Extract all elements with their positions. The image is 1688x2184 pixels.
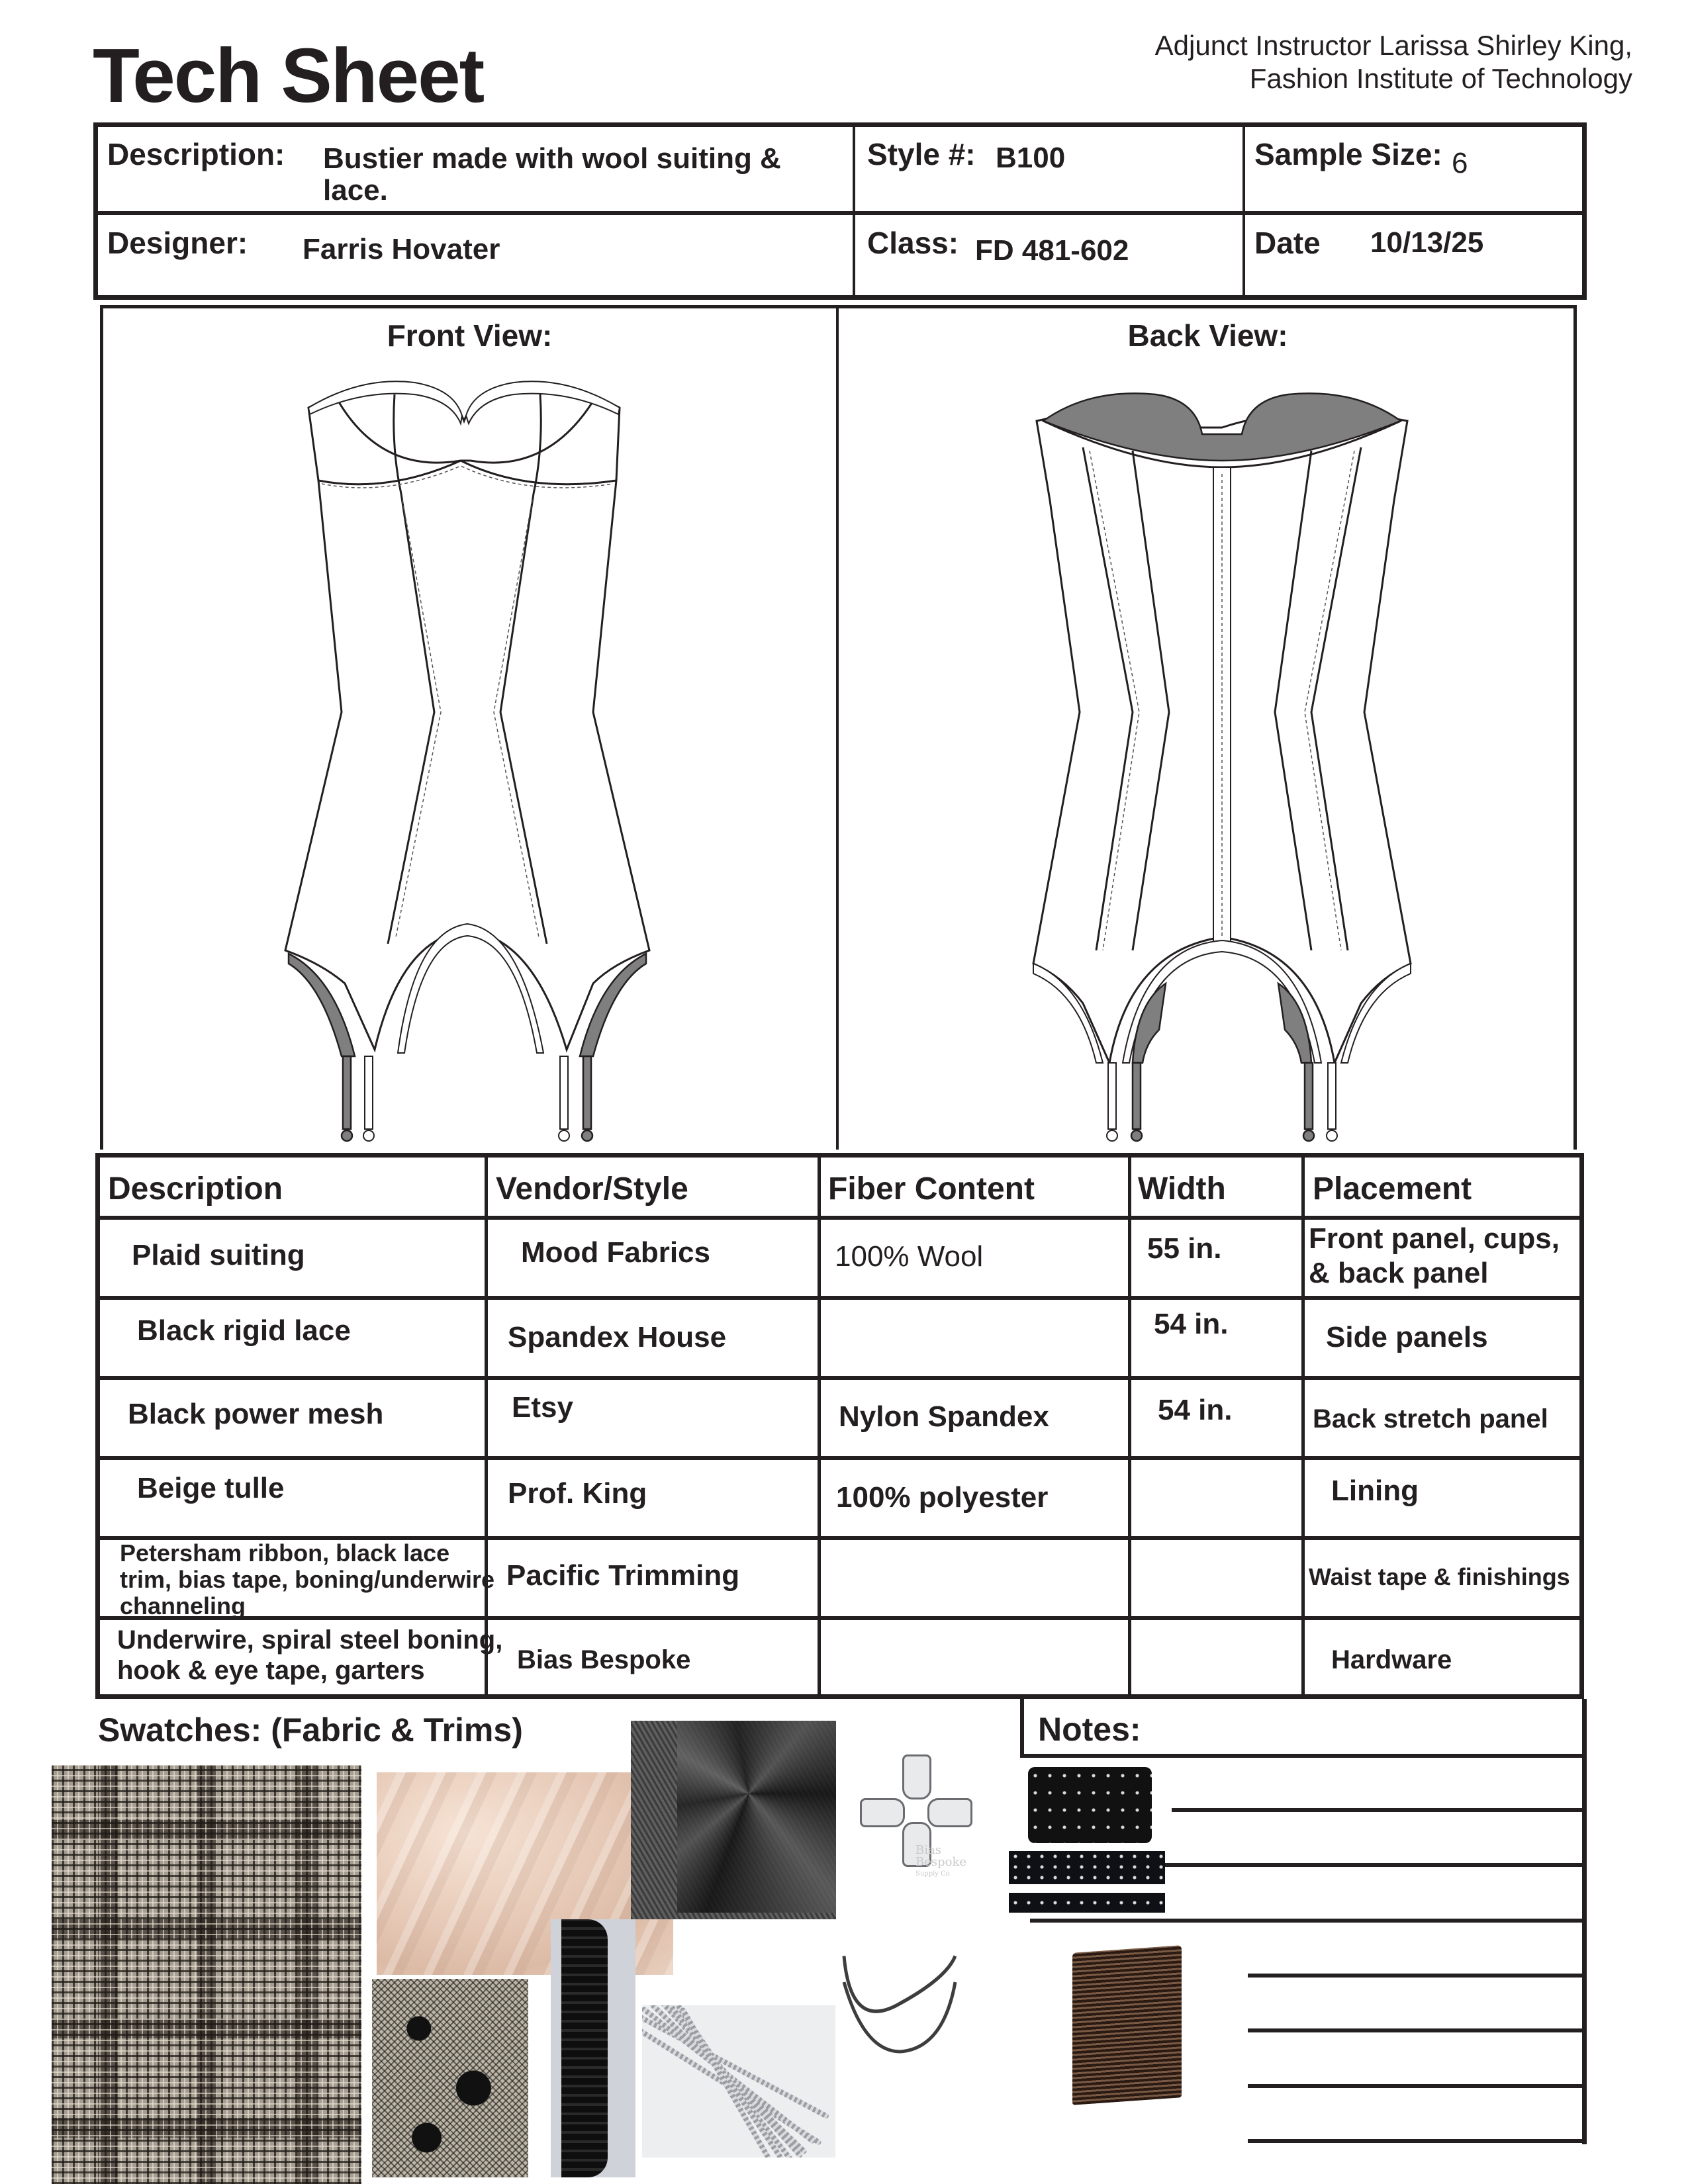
- row2-placement: Side panels: [1326, 1321, 1488, 1353]
- description-label: Description:: [107, 137, 285, 171]
- swatch-plaid-suiting: [52, 1765, 361, 2184]
- back-garter-panels: [1133, 983, 1311, 1063]
- date-value: 10/13/25: [1370, 226, 1484, 259]
- col-divider: [1301, 1158, 1305, 1694]
- front-bodice: [285, 387, 649, 1050]
- row5-placement: Waist tape & finishings: [1309, 1563, 1570, 1590]
- swatch-black-lace-trim: [551, 1919, 635, 2177]
- row2-vendor: Spandex House: [508, 1321, 727, 1353]
- row4-placement: Lining: [1331, 1475, 1419, 1507]
- row1-placement: [1309, 1222, 1560, 1291]
- date-label: Date: [1254, 226, 1321, 260]
- designer-value: Farris Hovater: [303, 233, 500, 265]
- row6-description-line-2: hook & eye tape, garters: [117, 1656, 425, 1685]
- row5-description-line-1: Petersham ribbon, black lace: [120, 1539, 450, 1567]
- row-divider: [100, 1296, 1579, 1300]
- designer-label: Designer:: [107, 226, 248, 260]
- description-value: [323, 142, 781, 208]
- back-garter-straps: [1107, 1063, 1337, 1141]
- row6-placement: Hardware: [1331, 1645, 1452, 1674]
- garter-clip-icon: [927, 1798, 972, 1827]
- row2-description: Black rigid lace: [137, 1314, 351, 1347]
- swatch-hook-eye-tape-strip: [1009, 1851, 1165, 1884]
- notes-line[interactable]: [1248, 2028, 1587, 2032]
- row3-placement: Back stretch panel: [1313, 1404, 1548, 1433]
- class-label: Class:: [867, 226, 959, 260]
- row4-vendor: Prof. King: [508, 1477, 647, 1510]
- col-header-placement: Placement: [1313, 1171, 1472, 1206]
- notes-line[interactable]: [1248, 1974, 1587, 1978]
- notes-line[interactable]: [1248, 2139, 1587, 2143]
- sample-size-label: Sample Size:: [1254, 137, 1442, 171]
- row4-fiber: 100% polyester: [836, 1481, 1049, 1514]
- swatches-title: Swatches: (Fabric & Trims): [98, 1711, 523, 1749]
- style-value: B100: [996, 142, 1066, 174]
- row3-vendor: Etsy: [512, 1391, 573, 1424]
- front-view-label: Front View:: [387, 318, 553, 353]
- row2-width: 54 in.: [1154, 1308, 1229, 1340]
- back-view-sketch: [1023, 368, 1421, 1142]
- row3-width: 54 in.: [1158, 1394, 1233, 1426]
- sample-size-value: 6: [1452, 147, 1468, 179]
- row1-width: 55 in.: [1147, 1232, 1222, 1265]
- col-divider: [818, 1158, 821, 1694]
- front-garter-straps: [342, 1056, 592, 1141]
- credit-line-2: Fashion Institute of Technology: [1249, 63, 1632, 94]
- swatch-black-power-mesh-swirl: [677, 1721, 836, 1913]
- row3-fiber: Nylon Spandex: [839, 1400, 1049, 1433]
- notes-line[interactable]: [1030, 1919, 1587, 1923]
- row3-description: Black power mesh: [128, 1398, 384, 1430]
- materials-table: [95, 1153, 1584, 1699]
- row1-placement-line-2: & back panel: [1309, 1257, 1489, 1289]
- row5-description-line-2: trim, bias tape, boning/underwire: [120, 1566, 495, 1593]
- sketch-panel: [100, 305, 1577, 1150]
- style-label: Style #:: [867, 137, 976, 171]
- swatch-spiral-steel-boning: [642, 2005, 835, 2158]
- info-col-divider: [853, 127, 855, 295]
- description-line-1: Bustier made with wool suiting &: [323, 142, 781, 175]
- watermark-line-1: Bias Bespoke: [915, 1843, 967, 1869]
- row5-description-line-3: channeling: [120, 1592, 246, 1619]
- swatch-hook-eye-tape-strip: [1009, 1893, 1165, 1913]
- row-divider: [100, 1456, 1579, 1460]
- notes-header-line: [1020, 1754, 1587, 1758]
- info-col-divider: [1243, 127, 1245, 295]
- garter-clip-icon: [902, 1754, 931, 1799]
- swatch-black-rigid-lace: [372, 1979, 528, 2177]
- info-table: [93, 122, 1587, 300]
- watermark-line-2: Supply Co: [915, 1870, 950, 1878]
- row1-fiber: 100% Wool: [835, 1240, 984, 1273]
- row5-vendor: Pacific Trimming: [506, 1559, 740, 1592]
- garter-clip-icon: [860, 1798, 905, 1827]
- bias-bespoke-watermark: [915, 1844, 995, 1880]
- row-divider: [100, 1216, 1579, 1220]
- row-divider: [100, 1376, 1579, 1380]
- swatch-garter-clips: [836, 1725, 995, 1884]
- sketch-divider: [836, 308, 839, 1150]
- class-value: FD 481-602: [975, 234, 1129, 267]
- row1-vendor: Mood Fabrics: [521, 1236, 711, 1269]
- back-view-label: Back View:: [1127, 318, 1288, 353]
- row5-description: [120, 1540, 494, 1619]
- instructor-credit: [1155, 29, 1632, 95]
- col-header-vendor: Vendor/Style: [496, 1171, 688, 1206]
- col-divider: [1128, 1158, 1131, 1694]
- page-title: Tech Sheet: [93, 32, 484, 118]
- notes-line[interactable]: [1172, 1808, 1587, 1812]
- row1-description: Plaid suiting: [132, 1239, 305, 1271]
- row6-vendor: Bias Bespoke: [517, 1645, 691, 1674]
- row1-placement-line-1: Front panel, cups,: [1309, 1222, 1560, 1255]
- swatch-petersham-ribbon: [1072, 1945, 1182, 2105]
- notes-line[interactable]: [1248, 2084, 1587, 2088]
- back-bodice: [1033, 393, 1411, 1063]
- col-header-description: Description: [108, 1171, 283, 1206]
- description-line-2: lace.: [323, 174, 388, 206]
- row6-description: [117, 1625, 502, 1686]
- front-view-sketch: [282, 368, 653, 1142]
- swatch-hook-eye-tape-roll: [1028, 1767, 1152, 1843]
- credit-line-1: Adjunct Instructor Larissa Shirley King,: [1154, 30, 1632, 61]
- col-header-fiber: Fiber Content: [828, 1171, 1035, 1206]
- swatch-underwires: [837, 1942, 963, 2068]
- row6-description-line-1: Underwire, spiral steel boning,: [117, 1625, 503, 1655]
- col-header-width: Width: [1138, 1171, 1226, 1206]
- notes-line[interactable]: [1165, 1863, 1587, 1867]
- info-row-divider: [98, 211, 1582, 215]
- row4-description: Beige tulle: [137, 1472, 285, 1504]
- notes-title: Notes:: [1038, 1711, 1141, 1748]
